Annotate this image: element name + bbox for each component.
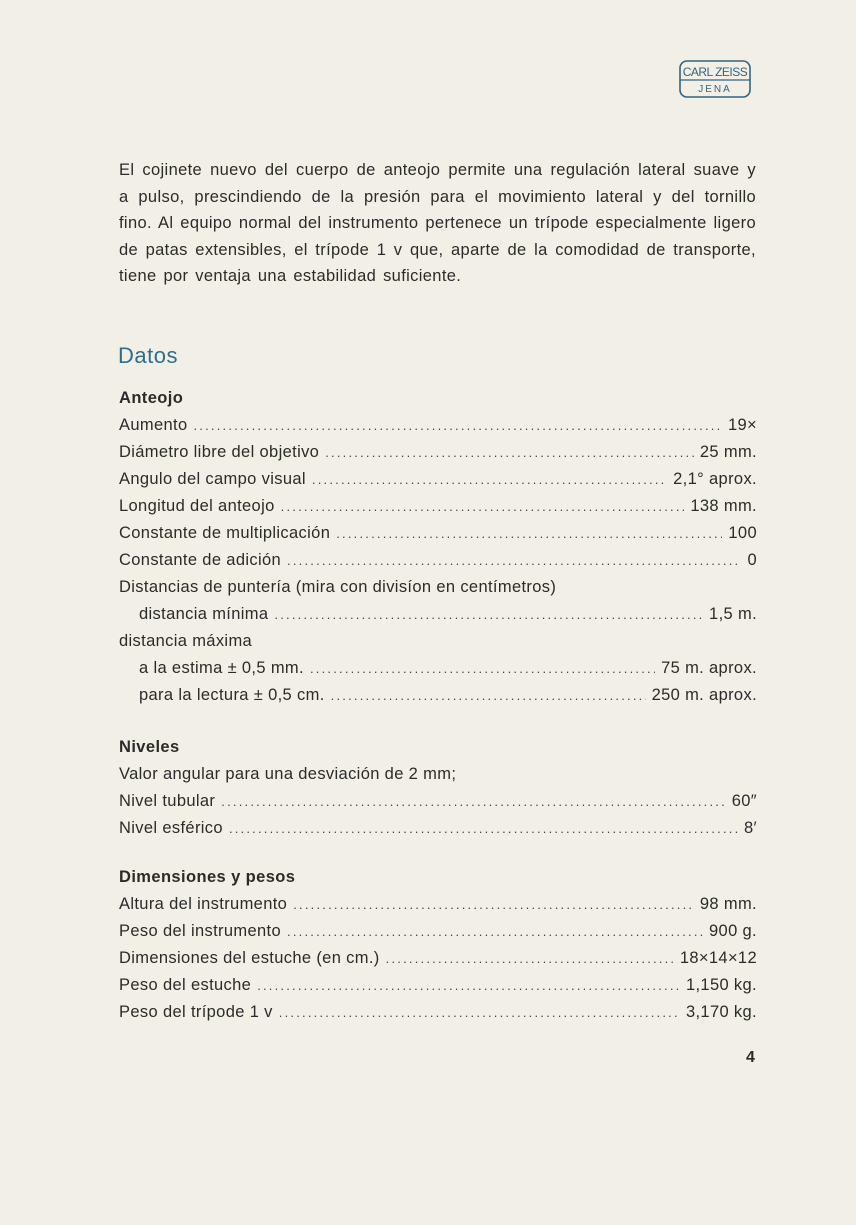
leader-dots (336, 520, 722, 547)
leader-dots (281, 493, 685, 520)
spec-row (119, 493, 757, 520)
spec-value: 138 mm. (690, 497, 757, 515)
spec-row (119, 655, 757, 682)
spec-label: Peso del instrumento (119, 922, 282, 940)
spec-label: Peso del trípode 1 v (119, 1003, 273, 1021)
spec-label: Diámetro libre del objetivo (119, 443, 320, 461)
spec-row (119, 999, 757, 1026)
leader-dots (257, 972, 680, 999)
spec-label: para la lectura ± 0,5 cm. (139, 686, 325, 704)
leader-dots (274, 601, 703, 628)
dimensiones-heading: Dimensiones y pesos (119, 868, 296, 886)
leader-dots (312, 466, 667, 493)
spec-value: 250 m. aprox. (651, 686, 757, 704)
spec-row (119, 466, 757, 493)
distancia-maxima-heading: distancia máxima (119, 632, 253, 650)
leader-dots (229, 815, 738, 842)
leader-dots (221, 788, 725, 815)
spec-label: Nivel esférico (119, 819, 223, 837)
spec-row (119, 547, 757, 574)
page-number: 4 (746, 1049, 755, 1066)
spec-value: 1,5 m. (709, 605, 757, 623)
leader-dots (386, 945, 674, 972)
spec-label: Nivel tubular (119, 792, 216, 810)
spec-value: 8′ (744, 819, 757, 837)
spec-row (119, 601, 757, 628)
spec-value: 18×14×12 (679, 949, 757, 967)
spec-label: distancia mínima (139, 605, 269, 623)
leader-dots (287, 547, 741, 574)
spec-value: 2,1° aprox. (673, 470, 757, 488)
spec-label: Constante de multiplicación (119, 524, 331, 542)
anteojo-block (119, 385, 757, 709)
spec-row (119, 412, 757, 439)
spec-row (119, 891, 757, 918)
spec-row (119, 945, 757, 972)
spec-value: 98 mm. (699, 895, 757, 913)
spec-row (119, 439, 757, 466)
leader-dots (287, 918, 703, 945)
dimensiones-block (119, 864, 757, 1026)
spec-value: 60″ (731, 792, 757, 810)
spec-label: Longitud del anteojo (119, 497, 275, 515)
leader-dots (279, 999, 680, 1026)
section-title: Datos (118, 343, 178, 368)
leader-dots (310, 655, 655, 682)
distancias-heading: Distancias de puntería (mira con divisíon en centímetros) (119, 578, 557, 596)
spec-row (119, 918, 757, 945)
leader-dots (293, 891, 694, 918)
spec-value: 25 mm. (699, 443, 757, 461)
valor-angular-heading: Valor angular para una desviación de 2 mm; (119, 765, 457, 783)
leader-dots (331, 682, 646, 709)
leader-dots (325, 439, 694, 466)
spec-label: Constante de adición (119, 551, 282, 569)
spec-row (119, 972, 757, 999)
spec-row (119, 520, 757, 547)
spec-row (119, 682, 757, 709)
spec-label: Angulo del campo visual (119, 470, 306, 488)
spec-value: 1,150 kg. (685, 976, 757, 994)
spec-value: 0 (747, 551, 757, 569)
niveles-block (119, 734, 757, 842)
spec-row (119, 788, 757, 815)
carl-zeiss-logo (677, 58, 753, 100)
spec-label: Altura del instrumento (119, 895, 288, 913)
spec-label: a la estima ± 0,5 mm. (139, 659, 304, 677)
spec-row (119, 815, 757, 842)
spec-value: 75 m. aprox. (661, 659, 757, 677)
logo-line-1: CARL ZEISS (682, 65, 748, 79)
spec-value: 100 (728, 524, 757, 542)
spec-value: 19× (727, 416, 757, 434)
logo-line-2: JENA (698, 84, 732, 95)
spec-value: 3,170 kg. (685, 1003, 757, 1021)
anteojo-heading: Anteojo (119, 389, 184, 407)
intro-paragraph (119, 157, 756, 290)
intro-text: El cojinete nuevo del cuerpo de anteojo permite una regulación lateral suave y a pulso, prescindiendo de la presión para el movimiento lateral y del tornillo fino. Al equipo normal del instrumento pertenece un trípode especialmente ligero de patas extensibles, el trípode 1 v que, aparte de la comodidad de transporte, tiene por ventaja una estabilidad suficiente. (119, 161, 756, 285)
leader-dots (194, 412, 722, 439)
spec-label: Aumento (119, 416, 188, 434)
niveles-heading: Niveles (119, 738, 180, 756)
spec-label: Dimensiones del estuche (en cm.) (119, 949, 380, 967)
spec-value: 900 g. (709, 922, 757, 940)
spec-label: Peso del estuche (119, 976, 252, 994)
